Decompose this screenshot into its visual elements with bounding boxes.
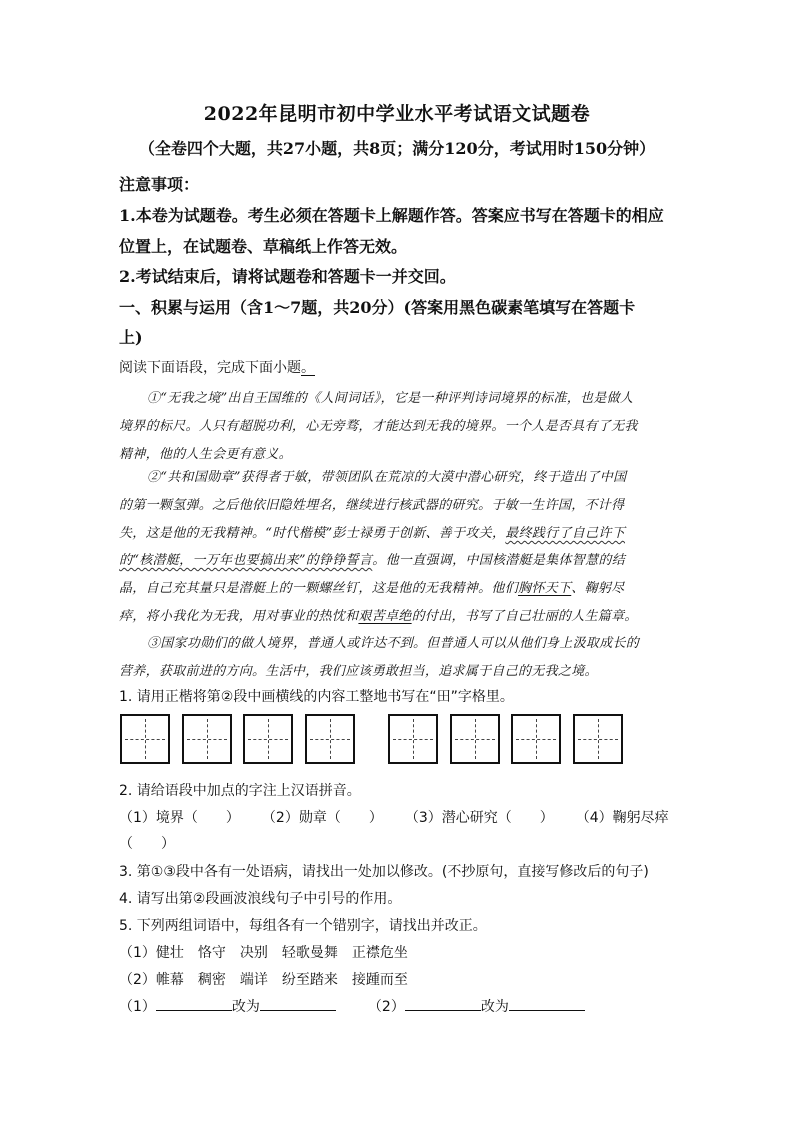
tianzige-cell[interactable] [305,714,355,764]
page-title: 2022年昆明市初中学业水平考试语文试题卷 [203,103,591,125]
notice-heading: 注意事项： [119,175,200,194]
passage-p2-line6 [119,605,638,624]
notice-item-1-cont: 位置上，在试题卷、草稿纸上作答无效。 [119,237,408,256]
passage-p2-line3 [119,522,625,541]
q5-answer-2-label: （2） [367,999,405,1015]
question-5: 5. 下列两组词语中，每组各有一个错别字，请找出并改正。 [119,918,487,934]
passage-p1-line1: ①“无我之境”出自王国维的《人间词话》，它是一种评判诗词境界的标准，也是做人 [147,391,634,406]
q5-answer-row [119,996,585,1016]
passage-p2-line5 [119,577,624,596]
answer-blank[interactable] [260,996,336,1011]
q2-option-4-paren: （ ） [119,836,175,852]
section-1-heading: 一、积累与运用（含1～7题，共20分）(答案用黑色碳素笔填写在答题卡 [119,298,636,317]
q2-option-1: （1）境界（ ） [119,810,240,826]
passage-p1-line2: 境界的标尺。人只有超脱功利，心无旁骛，才能达到无我的境界。一个人是否具有了无我 [119,419,638,434]
question-1: 1. 请用正楷将第②段中画横线的内容工整地书写在“田”字格里。 [119,689,514,705]
passage-p3-line2: 营养，获取前进的方向。生活中，我们应该勇敢担当，追求属于自己的无我之境。 [119,664,598,679]
tianzige-cell[interactable] [243,714,293,764]
q5-change-label-2: 改为 [480,999,509,1015]
passage-p1-line3: 精神，他的人生会更有意义。 [119,447,292,462]
question-3: 3. 第①③段中各有一处语病，请找出一处加以修改。(不抄原句，直接写修改后的句子) [119,864,649,880]
underlined-phrase-2: 艰苦卓绝 [358,609,412,624]
q2-option-2: （2）勋章（ ） [261,810,383,826]
q5-change-label-1: 改为 [231,999,260,1015]
notice-item-2: 2.考试结束后，请将试题卷和答题卡一并交回。 [119,267,456,286]
passage-p3-line1: ③国家功勋们的做人境界，普通人或许达不到。但普通人可以从他们身上汲取成长的 [147,636,640,651]
tianzige-cell[interactable] [450,714,500,764]
passage-p2-line5-text: 晶，自己充其量只是潜艇上的一颗螺丝钉，这是他的无我精神。他们 [119,581,519,596]
reading-intro [119,357,315,377]
tianzige-cell[interactable] [182,714,232,764]
notice-item-1: 1.本卷为试题卷。考生必须在答题卡上解题作答。答案应书写在答题卡的相应 [119,206,664,225]
passage-p2-line2: 的第一颗氢弹。之后他依旧隐姓埋名，继续进行核武器的研究。于敏一生许国，不计得 [119,498,625,513]
tianzige-cell[interactable] [388,714,438,764]
underlined-phrase-1: 胸怀天下 [518,581,572,596]
question-4: 4. 请写出第②段画波浪线句子中引号的作用。 [119,891,402,907]
q5-answer-1-label: （1） [119,999,156,1015]
reading-intro-text: 阅读下面语段，完成下面小题 [119,360,301,376]
q5-group-1: （1）健壮 恪守 决别 轻歌曼舞 正襟危坐 [119,945,408,961]
passage-p2-line4-text: 。他一直强调，中国核潜艇是集体智慧的结 [372,553,625,568]
passage-p2-line1: ②“共和国勋章”获得者于敏，带领团队在荒凉的大漠中潜心研究，终于造出了中国 [147,470,627,485]
passage-p2-line3-text: 失，这是他的无我精神。“时代楷模”彭士禄勇于创新、善于攻关， [119,526,506,541]
exam-info: （全卷四个大题，共27小题，共8页；满分120分，考试用时150分钟） [138,139,656,158]
answer-blank[interactable] [156,996,232,1011]
question-2: 2. 请给语段中加点的字注上汉语拼音。 [119,783,361,799]
passage-p2-line6-end: 的付出，书写了自己壮丽的人生篇章。 [411,609,638,624]
q2-option-4: （4）鞠躬尽瘁 [575,810,669,826]
answer-blank[interactable] [509,996,585,1011]
tianzige-grid [120,714,630,768]
wavy-sentence-part1: 最终践行了自己许下 [505,526,625,541]
wavy-sentence-part2: 的“核潜艇，一万年也要搞出来”的铮铮誓言 [119,553,373,568]
answer-blank[interactable] [405,996,481,1011]
passage-p2-line6-text: 瘁，将小我化为无我，用对事业的热忱和 [119,609,359,624]
tianzige-cell[interactable] [120,714,170,764]
section-1-heading-cont: 上) [119,328,143,347]
question-2-options [119,807,669,827]
tianzige-cell[interactable] [511,714,561,764]
reading-intro-period: 。 [301,360,315,376]
tianzige-cell[interactable] [573,714,623,764]
q2-option-3: （3）潜心研究（ ） [404,810,554,826]
q5-group-2: （2）帷幕 稠密 端详 纷至踏来 接踵而至 [119,972,408,988]
passage-p2-line5-end: 、鞠躬尽 [571,581,625,596]
passage-p2-line4 [119,549,625,568]
